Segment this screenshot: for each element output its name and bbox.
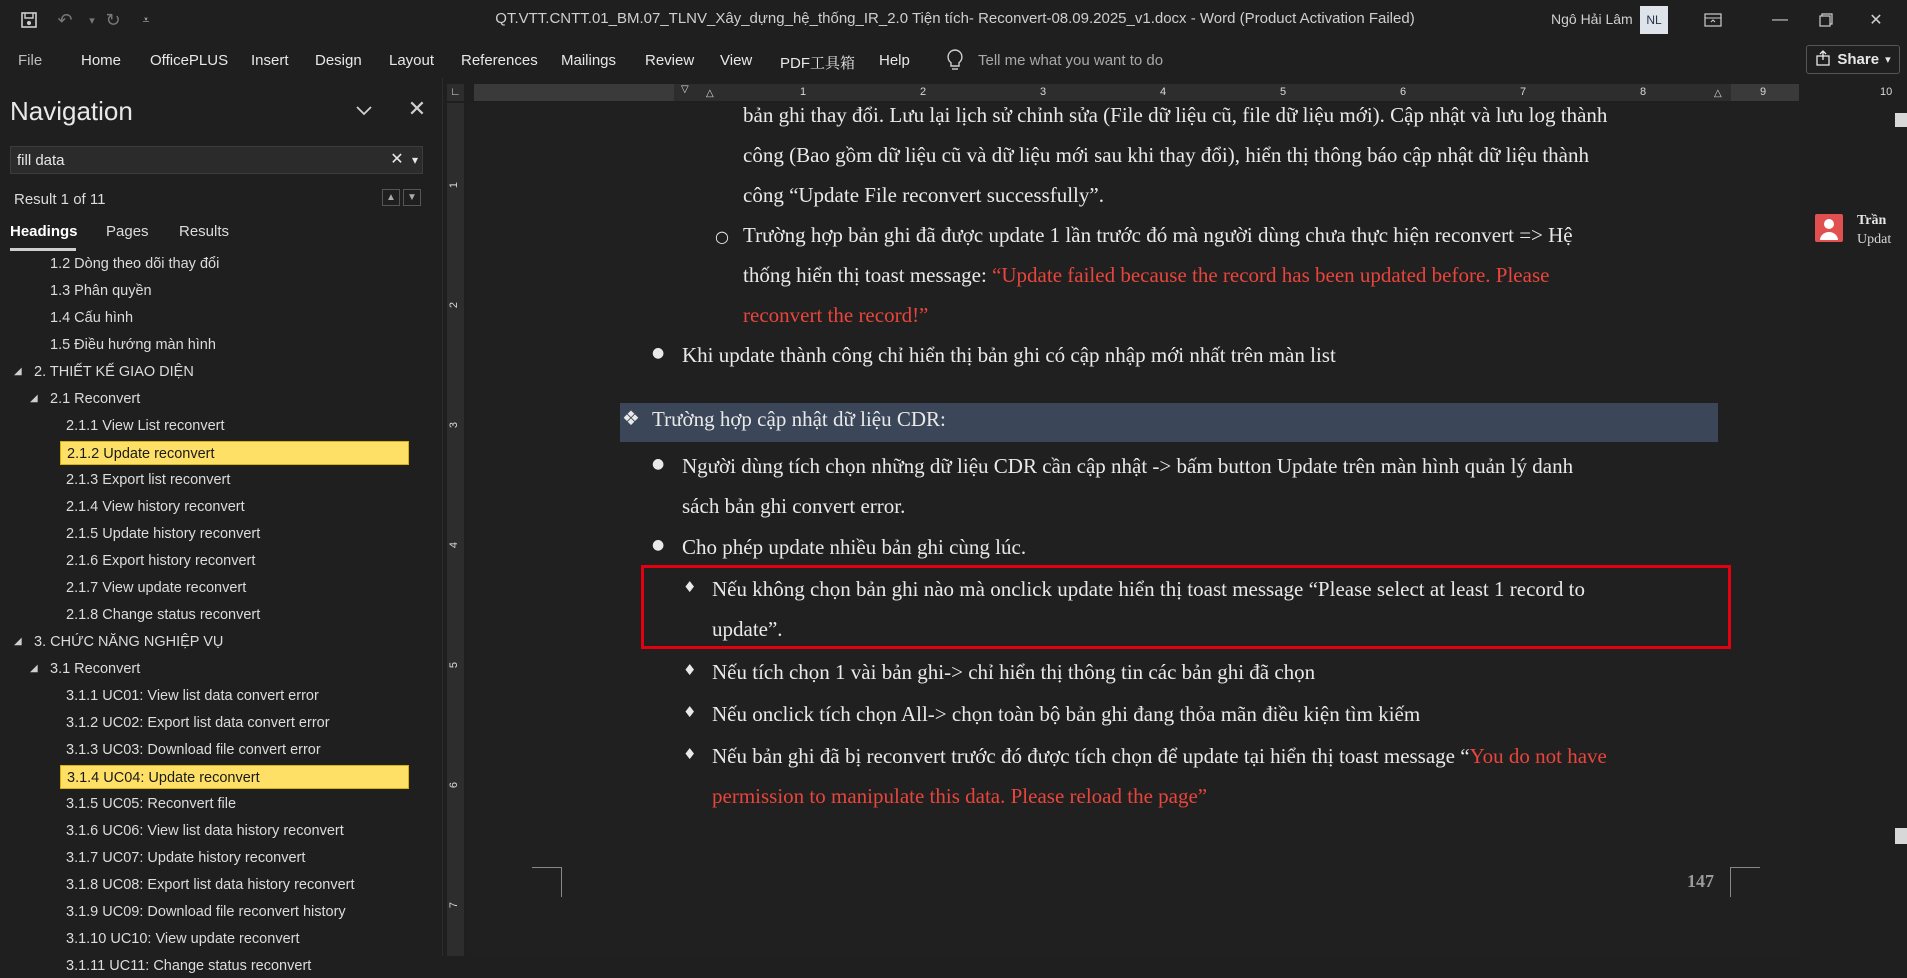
restore-icon[interactable] [1803, 0, 1849, 40]
ruler-number: 7 [448, 901, 461, 909]
ruler-number: 6 [448, 781, 461, 789]
tab-results[interactable]: Results [179, 223, 230, 240]
ruler-number: 9 [1760, 86, 1767, 98]
diamond-bullet-icon: ♦ [683, 578, 697, 596]
heading-item[interactable]: 1.5 Điều hướng màn hình [50, 337, 216, 353]
hanging-indent-marker[interactable]: △ [706, 88, 714, 99]
tell-me-search[interactable]: Tell me what you want to do [978, 52, 1164, 69]
tab-insert[interactable]: Insert [251, 52, 289, 69]
heading-item[interactable]: 2.1.6 Export history reconvert [66, 553, 256, 569]
comment-avatar-icon[interactable] [1815, 214, 1843, 242]
ruler-number: 8 [1640, 86, 1647, 98]
diamond-bullet-icon: ❖ [622, 406, 640, 430]
heading-item[interactable]: 2.1.8 Change status reconvert [66, 607, 261, 623]
collapse-triangle-icon[interactable]: ◢ [14, 366, 22, 377]
tab-references[interactable]: References [461, 52, 538, 69]
tab-pdf-toolbox[interactable]: PDF工具箱 [780, 55, 856, 72]
collapse-triangle-icon[interactable]: ◢ [14, 636, 22, 647]
collapse-triangle-icon[interactable]: ◢ [30, 393, 38, 404]
ruler-number: 10 [1880, 86, 1893, 98]
ruler-number: 4 [448, 541, 461, 549]
heading-item[interactable]: 2.1.2 Update reconvert [60, 441, 409, 465]
chevron-down-icon[interactable]: ▾ [411, 153, 419, 167]
title-bar [0, 0, 1907, 40]
result-count: Result 1 of 11 [14, 191, 106, 208]
tab-help[interactable]: Help [879, 52, 910, 69]
chevron-down-icon: ▾ [1885, 54, 1891, 66]
crop-mark [532, 867, 562, 897]
heading-item[interactable]: 3.1.7 UC07: Update history reconvert [66, 850, 306, 866]
navigation-pane [0, 78, 443, 974]
minimize-icon[interactable]: — [1772, 11, 1788, 28]
crop-mark [1730, 867, 1760, 897]
doc-text: thống hiển thị toast message: [743, 263, 993, 287]
user-name[interactable]: Ngô Hải Lâm [1551, 11, 1633, 27]
heading-item[interactable]: 2.1.1 View List reconvert [66, 418, 225, 434]
clear-search-icon[interactable]: ✕ [390, 151, 404, 168]
ruler-number: 4 [1160, 86, 1167, 98]
navigation-title: Navigation [10, 96, 133, 126]
disc-bullet-icon: ● [652, 537, 665, 553]
share-label: Share [1837, 51, 1880, 68]
heading-item[interactable]: 1.4 Cấu hình [50, 310, 134, 326]
tab-headings[interactable]: Headings [10, 223, 78, 240]
diamond-bullet-icon: ♦ [683, 661, 697, 679]
circle-bullet-icon: ○ [715, 227, 729, 246]
heading-item[interactable]: 3.1.1 UC01: View list data convert error [66, 688, 319, 704]
doc-line[interactable] [712, 742, 1607, 770]
cdr-heading[interactable]: Trường hợp cập nhật dữ liệu CDR: [652, 407, 946, 431]
ruler-number: 2 [920, 86, 927, 98]
tab-layout[interactable]: Layout [389, 52, 435, 69]
ruler-number: 3 [448, 421, 461, 429]
heading-item[interactable]: 1.2 Dòng theo dõi thay đổi [50, 256, 220, 272]
chevron-down-icon[interactable] [352, 98, 376, 122]
doc-line[interactable]: công “Update File reconvert successfully”. [743, 183, 1104, 207]
ruler-number: 6 [1400, 86, 1407, 98]
error-message-text[interactable]: permission to manipulate this data. Please reload the page” [712, 784, 1208, 808]
active-tab-indicator [10, 248, 76, 251]
doc-line[interactable]: Nếu onclick tích chọn All-> chọn toàn bộ bản ghi đang thỏa mãn điều kiện tìm kiếm [712, 702, 1421, 726]
horizontal-ruler[interactable] [474, 84, 1893, 101]
heading-item[interactable]: 2. THIẾT KẾ GIAO DIỆN [34, 364, 194, 380]
heading-item[interactable]: 3. CHỨC NĂNG NGHIỆP VỤ [34, 634, 224, 650]
doc-line[interactable]: công (Bao gồm dữ liệu cũ và dữ liệu mới sau khi thay đổi), hiển thị thông báo cập nhật dữ liệu thành [743, 143, 1589, 167]
doc-line[interactable]: update”. [712, 617, 783, 641]
vertical-ruler[interactable] [447, 103, 464, 956]
close-icon[interactable]: ✕ [407, 96, 427, 121]
disc-bullet-icon: ● [652, 456, 665, 472]
diamond-bullet-icon: ♦ [683, 703, 697, 721]
doc-line[interactable]: Cho phép update nhiều bản ghi cùng lúc. [682, 535, 1027, 559]
share-icon [1815, 50, 1831, 70]
heading-item[interactable]: 3.1.9 UC09: Download file reconvert history [66, 904, 346, 920]
customize-quick-access-icon[interactable]: ⩡ [142, 12, 150, 27]
first-line-indent-marker[interactable]: ▽ [681, 84, 689, 95]
comment-text[interactable]: Updat [1857, 232, 1892, 247]
ruler-number: 1 [448, 181, 461, 189]
heading-item[interactable]: 3.1 Reconvert [50, 661, 141, 677]
doc-line[interactable] [743, 261, 1549, 289]
tab-file[interactable]: File [18, 52, 43, 69]
disc-bullet-icon: ● [652, 345, 665, 361]
doc-text: Nếu bản ghi đã bị reconvert trước đó được tích chọn để update tại hiển thị toast message “ [712, 744, 1470, 768]
doc-line[interactable]: Khi update thành công chỉ hiển thị bản ghi có cập nhập mới nhất trên màn list [682, 343, 1336, 367]
lightbulb-icon [945, 48, 965, 72]
share-button[interactable] [1806, 45, 1900, 74]
tab-view[interactable]: View [720, 52, 753, 69]
tab-selector[interactable]: ∟ [447, 84, 464, 101]
doc-line[interactable]: bản ghi thay đổi. Lưu lại lịch sử chỉnh sửa (File dữ liệu cũ, file dữ liệu mới). Cập nhật và lưu log thành [743, 103, 1608, 127]
avatar[interactable]: NL [1640, 6, 1668, 34]
doc-line[interactable]: Người dùng tích chọn những dữ liệu CDR cần cập nhật -> bấm button Update trên màn hình quản lý danh [682, 454, 1574, 478]
tab-home[interactable]: Home [81, 52, 122, 69]
heading-item[interactable]: 3.1.6 UC06: View list data history reconvert [66, 823, 344, 839]
undo-icon[interactable]: ↶ [57, 9, 73, 30]
heading-item[interactable]: 3.1.8 UC08: Export list data history reconvert [66, 877, 355, 893]
doc-line[interactable]: Nếu tích chọn 1 vài bản ghi-> chỉ hiển thị thông tin các bản ghi đã chọn [712, 660, 1316, 684]
close-icon[interactable]: ✕ [1869, 12, 1883, 29]
tab-officeplus[interactable]: OfficePLUS [150, 52, 229, 69]
error-message-text: “Update failed because the record has been updated before. Please [992, 263, 1550, 287]
heading-item[interactable]: 3.1.4 UC04: Update reconvert [60, 765, 409, 789]
heading-item[interactable]: 3.1.5 UC05: Reconvert file [66, 796, 237, 812]
doc-line[interactable]: Nếu không chọn bản ghi nào mà onclick update hiển thị toast message “Please select at least 1 record to [712, 577, 1585, 601]
search-input[interactable] [17, 150, 377, 170]
comment-author[interactable]: Trần [1857, 213, 1887, 228]
heading-item[interactable]: 2.1.4 View history reconvert [66, 499, 245, 515]
ruler-number: 1 [800, 86, 807, 98]
heading-item[interactable]: 2.1 Reconvert [50, 391, 141, 407]
ruler-margin-left [474, 84, 674, 101]
next-result-button[interactable]: ▼ [403, 189, 421, 206]
tab-design[interactable]: Design [315, 52, 362, 69]
ruler-number: 3 [1040, 86, 1047, 98]
redo-icon[interactable]: ↻ [105, 9, 121, 30]
heading-item[interactable]: 2.1.3 Export list reconvert [66, 472, 231, 488]
heading-item[interactable]: 2.1.7 View update reconvert [66, 580, 247, 596]
autosave-icon[interactable] [14, 6, 44, 34]
page-number: 147 [1687, 871, 1714, 891]
doc-line[interactable]: Trường hợp bản ghi đã được update 1 lần trước đó mà người dùng chưa thực hiện reconvert => Hệ [743, 223, 1573, 247]
heading-item[interactable]: 2.1.5 Update history reconvert [66, 526, 261, 542]
heading-item[interactable]: 3.1.11 UC11: Change status reconvert [66, 958, 312, 974]
tab-pages[interactable]: Pages [106, 223, 149, 240]
right-indent-marker[interactable]: △ [1714, 88, 1722, 99]
document-title: QT.VTT.CNTT.01_BM.07_TLNV_Xây_dựng_hệ_thống_IR_2.0 Tiện tích- Reconvert-08.09.2025_v1.docx - Word (Product Activation Failed) [495, 10, 1415, 27]
heading-item[interactable]: 1.3 Phân quyền [50, 283, 152, 299]
previous-result-button[interactable]: ▲ [382, 189, 400, 206]
tab-mailings[interactable]: Mailings [561, 52, 617, 69]
error-message-text: You do not have [1469, 744, 1607, 768]
scrollbar-thumb[interactable] [1895, 828, 1907, 844]
navigation-search-box [10, 146, 423, 174]
undo-dropdown-icon[interactable]: ▾ [89, 14, 95, 27]
heading-item[interactable]: 3.1.10 UC10: View update reconvert [66, 931, 300, 947]
collapse-triangle-icon[interactable]: ◢ [30, 663, 38, 674]
scrollbar-thumb[interactable] [1895, 113, 1907, 127]
doc-line[interactable]: sách bản ghi convert error. [682, 494, 906, 518]
error-message-text[interactable]: reconvert the record!” [743, 303, 929, 327]
heading-item[interactable]: 3.1.3 UC03: Download file convert error [66, 742, 321, 758]
heading-item[interactable]: 3.1.2 UC02: Export list data convert error [66, 715, 330, 731]
ruler-number: 2 [448, 301, 461, 309]
tab-review[interactable]: Review [645, 52, 695, 69]
ruler-number: 7 [1520, 86, 1527, 98]
ruler-number: 5 [1280, 86, 1287, 98]
ribbon-display-options-icon[interactable] [1690, 0, 1736, 40]
document-canvas[interactable] [468, 103, 1800, 956]
diamond-bullet-icon: ♦ [683, 745, 697, 763]
ruler-number: 5 [448, 661, 461, 669]
